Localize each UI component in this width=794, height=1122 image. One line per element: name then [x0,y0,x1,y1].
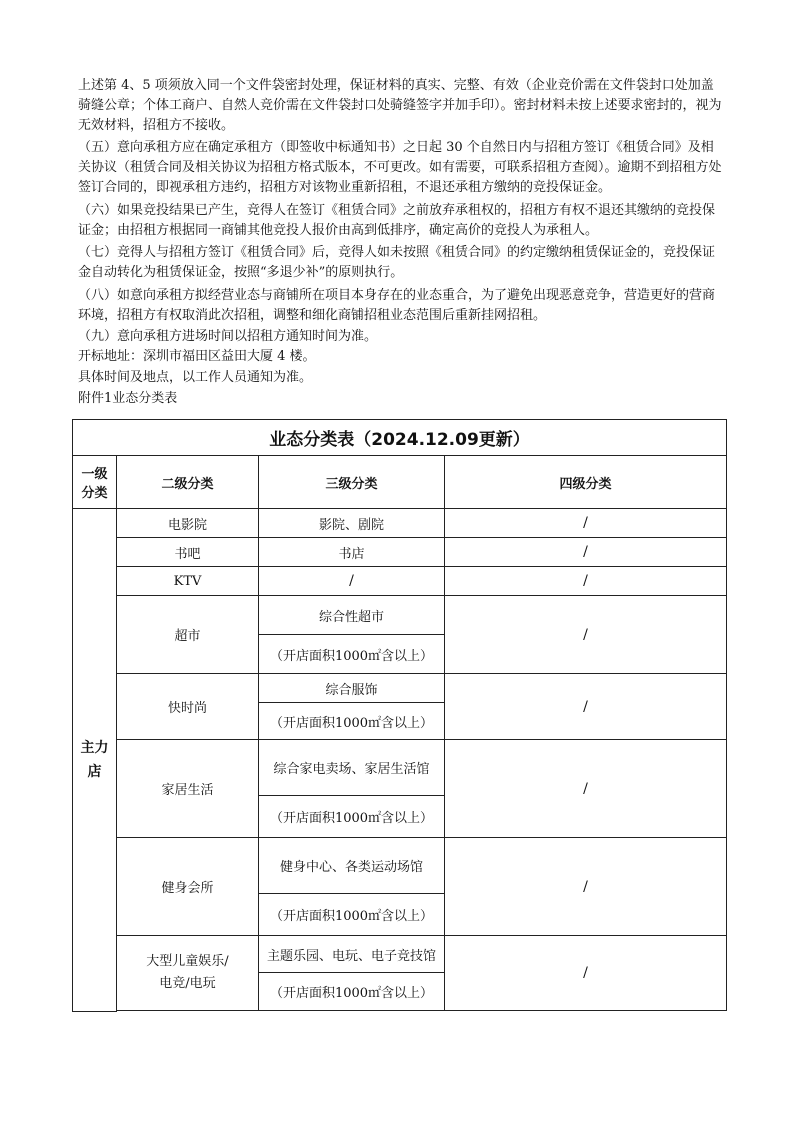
cell-level3: 健身中心、各类运动场馆 [259,838,445,894]
paragraph-six: （六）如果竞投结果已产生，竞得人在签订《租赁合同》之前放弃承租权的，招租方有权不退还其缴纳的竞投保证金；由招租方根据同一商铺其他竞投人报价由高到低排序，确定高价的竞投人为承租人。 [78,203,716,238]
cell-level3: 综合性超市 [259,596,445,635]
bid-address: 开标地址：深圳市福田区益田大厦 4 楼。 [78,349,316,364]
spacer [117,1011,727,1012]
paragraph-nine: （九）意向承租方进场时间以招租方通知时间为准。 [78,329,378,344]
business-category-table [72,419,727,1012]
cell-level4: / [445,538,727,567]
cell-level2: KTV [117,567,259,596]
header-level1-line1: 一级 [81,467,108,482]
paragraph-five: （五）意向承租方应在确定承租方（即签收中标通知书）之日起 30 个自然日内与招租方签订《租赁合同》及相关协议（租赁合同及相关协议为招租方格式版本，不可更改。如有需要，可联系招租方查阅）。逾期不到招租方处签订合同的，即视承租方违约，招租方对该物业重新招租，不退还承租方缴纳的竞投保证金。 [78,140,722,195]
table-row [73,936,727,973]
cell-level2-line2: 电竞/电玩 [159,976,216,991]
table-title: 业态分类表（2024.12.09更新） [73,420,727,456]
attachment-label: 附件1业态分类表 [78,391,178,406]
cell-level3-note: （开店面积1000㎡含以上） [259,796,445,838]
paragraph-eight: （八）如意向承租方拟经营业态与商铺所在项目本身存在的业态重合，为了避免出现恶意竞争，营造更好的营商环境，招租方有权取消此次招租，调整和细化商铺招租业态范围后重新挂网招租。 [78,288,716,323]
cell-level2: 超市 [117,596,259,674]
cell-level4: / [445,740,727,838]
cell-level4: / [445,567,727,596]
table-row [73,838,727,894]
cell-level4: / [445,674,727,740]
cell-level3: 书店 [259,538,445,567]
header-level3: 三级分类 [259,456,445,509]
cell-level2 [117,936,259,1011]
header-level1 [73,456,117,509]
group-main-store [73,509,117,1012]
cell-level2: 快时尚 [117,674,259,740]
header-level2: 二级分类 [117,456,259,509]
table-row [73,674,727,703]
table-row [73,567,727,596]
group-label-line1: 主力 [80,739,109,756]
group-label-line2: 店 [87,763,102,780]
cell-level2: 电影院 [117,509,259,538]
cell-level2: 家居生活 [117,740,259,838]
cell-level2-line1: 大型儿童娱乐/ [146,954,229,969]
paragraph-sealing: 上述第 4、5 项须放入同一个文件袋密封处理，保证材料的真实、完整、有效（企业竞价需在文件袋封口处加盖骑缝公章；个体工商户、自然人竞价需在文件袋封口处骑缝签字并加手印）。密封材料未按上述要求密封的，视为无效材料，招租方不接收。 [78,78,722,133]
table-row [73,538,727,567]
cell-level4: / [445,509,727,538]
cell-level3: 主题乐园、电玩、电子竞技馆 [259,936,445,973]
table-title-row [73,420,727,456]
cell-level3-note: （开店面积1000㎡含以上） [259,973,445,1011]
cell-level3-note: （开店面积1000㎡含以上） [259,635,445,674]
table-row [73,740,727,796]
cell-level4: / [445,936,727,1011]
table-row [73,596,727,635]
paragraph-seven: （七）竞得人与招租方签订《租赁合同》后，竞得人如未按照《租赁合同》的约定缴纳租赁保证金的，竞投保证金自动转化为租赁保证金，按照“多退少补”的原则执行。 [78,245,716,280]
cell-level4: / [445,838,727,936]
cell-level4: / [445,596,727,674]
cell-level3-note: （开店面积1000㎡含以上） [259,894,445,936]
table-header-row [73,456,727,509]
time-note: 具体时间及地点，以工作人员通知为准。 [78,370,313,385]
cell-level2: 书吧 [117,538,259,567]
cell-level3: 影院、剧院 [259,509,445,538]
cell-level3: 综合服饰 [259,674,445,703]
cell-level3: 综合家电卖场、家居生活馆 [259,740,445,796]
cell-level3-note: （开店面积1000㎡含以上） [259,703,445,740]
table-row [73,509,727,538]
cell-level3: / [259,567,445,596]
header-level4: 四级分类 [445,456,727,509]
header-level1-line2: 分类 [81,486,108,501]
cell-level2: 健身会所 [117,838,259,936]
